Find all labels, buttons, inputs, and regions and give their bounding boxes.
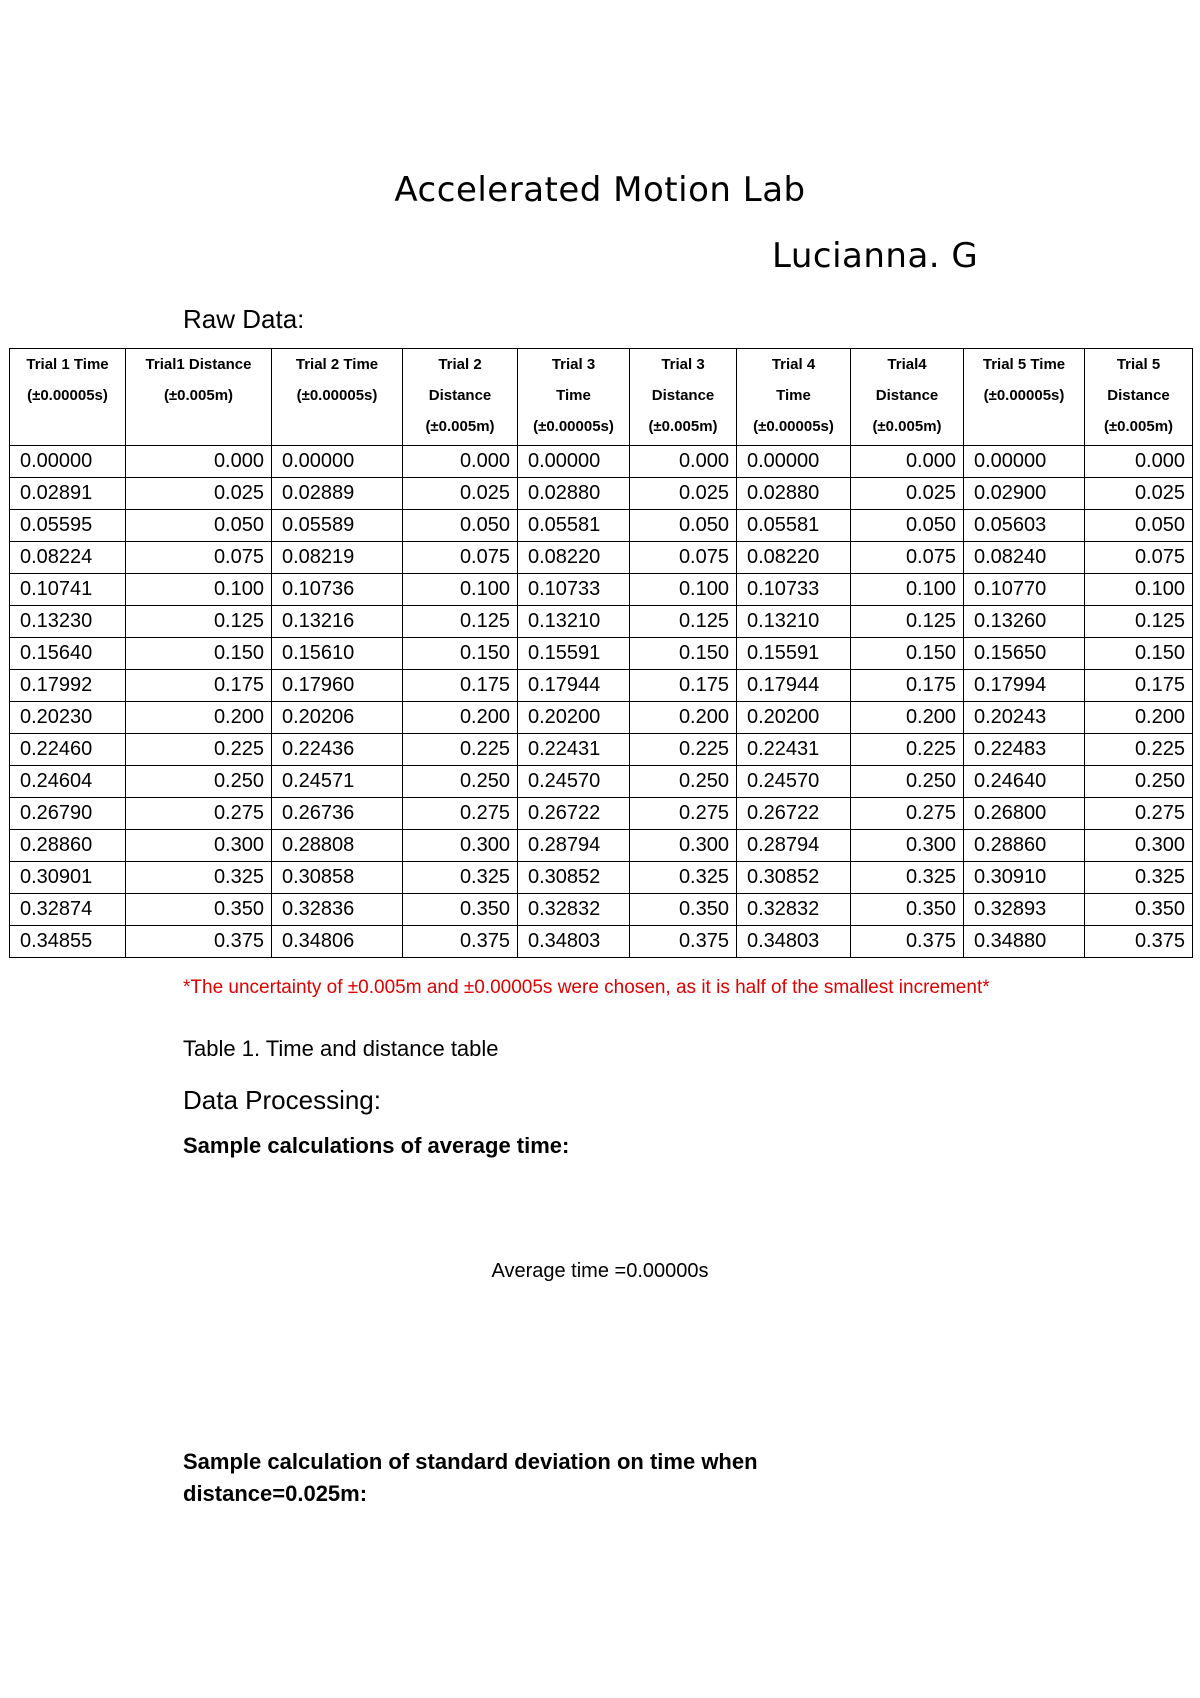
table-row [10,830,1193,862]
average-time-result: Average time =0.00000s [491,1260,709,1282]
time-cell: 0.30901 [10,862,126,894]
column-header-line: Trial 5 [1116,356,1161,373]
time-cell: 0.00000 [964,446,1085,478]
distance-cell: 0.350 [126,894,272,926]
distance-cell: 0.050 [1085,510,1193,542]
distance-cell: 0.300 [630,830,737,862]
time-cell: 0.30858 [272,862,403,894]
time-cell: 0.02900 [964,478,1085,510]
time-cell: 0.34803 [518,926,630,958]
distance-cell: 0.000 [630,446,737,478]
time-cell: 0.05595 [10,510,126,542]
distance-cell: 0.375 [851,926,964,958]
time-cell: 0.17960 [272,670,403,702]
distance-cell: 0.300 [851,830,964,862]
time-cell: 0.26736 [272,798,403,830]
time-cell: 0.10770 [964,574,1085,606]
time-cell: 0.02880 [518,478,630,510]
column-header-line: (±0.005m) [872,418,942,435]
time-cell: 0.20206 [272,702,403,734]
column-header-line: Time [556,387,591,404]
time-cell: 0.28808 [272,830,403,862]
time-cell: 0.22436 [272,734,403,766]
table-row [10,638,1193,670]
distance-cell: 0.125 [1085,606,1193,638]
column-header [272,349,403,446]
time-cell: 0.17944 [737,670,851,702]
distance-cell: 0.375 [630,926,737,958]
time-cell: 0.10736 [272,574,403,606]
column-header-line: Trial 1 Time [26,356,109,373]
time-cell: 0.08224 [10,542,126,574]
time-cell: 0.22431 [737,734,851,766]
distance-cell: 0.350 [403,894,518,926]
time-cell: 0.24571 [272,766,403,798]
time-cell: 0.34806 [272,926,403,958]
distance-cell: 0.150 [126,638,272,670]
raw-data-heading: Raw Data: [183,304,305,334]
column-header-line: (±0.00005s) [983,387,1065,404]
table-row [10,926,1193,958]
time-cell: 0.15610 [272,638,403,670]
time-cell: 0.10741 [10,574,126,606]
author-name: Lucianna. G [772,236,979,276]
column-header-line: Trial 2 [438,356,482,373]
distance-cell: 0.050 [126,510,272,542]
column-header-line: Trial 3 [551,356,596,373]
time-cell: 0.24604 [10,766,126,798]
time-cell: 0.28794 [737,830,851,862]
distance-cell: 0.250 [1085,766,1193,798]
distance-cell: 0.375 [126,926,272,958]
time-cell: 0.24570 [737,766,851,798]
column-header-line: (±0.00005s) [27,387,108,404]
time-cell: 0.32893 [964,894,1085,926]
distance-cell: 0.200 [851,702,964,734]
time-cell: 0.20243 [964,702,1085,734]
distance-cell: 0.025 [126,478,272,510]
distance-cell: 0.275 [403,798,518,830]
distance-cell: 0.175 [1085,670,1193,702]
table-header-row [10,349,1193,446]
table-row [10,734,1193,766]
distance-cell: 0.150 [851,638,964,670]
time-cell: 0.05581 [737,510,851,542]
distance-cell: 0.175 [126,670,272,702]
distance-cell: 0.275 [126,798,272,830]
distance-cell: 0.375 [403,926,518,958]
distance-cell: 0.050 [630,510,737,542]
table-row [10,670,1193,702]
time-cell: 0.05603 [964,510,1085,542]
time-cell: 0.34803 [737,926,851,958]
time-cell: 0.00000 [272,446,403,478]
distance-cell: 0.275 [1085,798,1193,830]
time-cell: 0.05581 [518,510,630,542]
time-cell: 0.30910 [964,862,1085,894]
table-row [10,766,1193,798]
time-cell: 0.32874 [10,894,126,926]
column-header-line: (±0.00005s) [753,418,834,435]
distance-cell: 0.275 [630,798,737,830]
distance-cell: 0.325 [126,862,272,894]
time-cell: 0.10733 [518,574,630,606]
time-cell: 0.20230 [10,702,126,734]
distance-cell: 0.125 [126,606,272,638]
distance-cell: 0.025 [851,478,964,510]
column-header [964,349,1085,446]
distance-cell: 0.075 [851,542,964,574]
column-header-line: Trial 3 [661,356,705,373]
distance-cell: 0.075 [1085,542,1193,574]
uncertainty-note: *The uncertainty of ±0.005m and ±0.00005s were chosen, as it is half of the smallest increment* [183,977,990,998]
time-cell: 0.15640 [10,638,126,670]
distance-cell: 0.200 [1085,702,1193,734]
time-cell: 0.15650 [964,638,1085,670]
time-cell: 0.26800 [964,798,1085,830]
distance-cell: 0.150 [630,638,737,670]
distance-cell: 0.100 [126,574,272,606]
distance-cell: 0.225 [1085,734,1193,766]
time-cell: 0.17944 [518,670,630,702]
data-processing-heading: Data Processing: [183,1085,381,1115]
column-header-line: (±0.00005s) [533,418,614,435]
distance-cell: 0.250 [630,766,737,798]
column-header [10,349,126,446]
time-cell: 0.02880 [737,478,851,510]
time-cell: 0.05589 [272,510,403,542]
time-cell: 0.17994 [964,670,1085,702]
time-cell: 0.13216 [272,606,403,638]
distance-cell: 0.000 [1085,446,1193,478]
time-cell: 0.00000 [518,446,630,478]
distance-cell: 0.225 [126,734,272,766]
distance-cell: 0.150 [403,638,518,670]
time-cell: 0.13210 [518,606,630,638]
column-header [518,349,630,446]
column-header-line: Trial 2 Time [295,356,379,373]
time-cell: 0.28794 [518,830,630,862]
distance-cell: 0.325 [403,862,518,894]
table-caption: Table 1. Time and distance table [183,1036,499,1061]
time-cell: 0.30852 [518,862,630,894]
time-cell: 0.32832 [737,894,851,926]
time-cell: 0.08220 [737,542,851,574]
column-header-line: Time [776,387,811,404]
distance-cell: 0.025 [403,478,518,510]
distance-cell: 0.250 [126,766,272,798]
table-row [10,542,1193,574]
distance-cell: 0.300 [1085,830,1193,862]
column-header-line: Distance [428,387,492,404]
table-row [10,894,1193,926]
time-distance-table [9,348,1193,958]
time-cell: 0.22431 [518,734,630,766]
time-cell: 0.20200 [737,702,851,734]
distance-cell: 0.000 [403,446,518,478]
table-row [10,702,1193,734]
distance-cell: 0.075 [126,542,272,574]
column-header-line: Trial1 Distance [145,356,252,373]
time-cell: 0.02889 [272,478,403,510]
column-header-line: (±0.005m) [425,418,495,435]
distance-cell: 0.225 [630,734,737,766]
distance-cell: 0.300 [403,830,518,862]
sample-average-heading: Sample calculations of average time: [183,1133,570,1158]
time-cell: 0.08220 [518,542,630,574]
distance-cell: 0.250 [403,766,518,798]
column-header-line: Trial4 [887,356,927,373]
column-header-line: (±0.005m) [648,418,718,435]
distance-cell: 0.000 [126,446,272,478]
sample-std-heading: Sample calculation of standard deviation on time when distance=0.025m: [183,1449,758,1506]
time-cell: 0.13260 [964,606,1085,638]
time-cell: 0.10733 [737,574,851,606]
time-cell: 0.22460 [10,734,126,766]
column-header [1085,349,1193,446]
distance-cell: 0.225 [851,734,964,766]
distance-cell: 0.025 [630,478,737,510]
distance-cell: 0.100 [630,574,737,606]
distance-cell: 0.325 [630,862,737,894]
distance-cell: 0.200 [630,702,737,734]
column-header [630,349,737,446]
column-header [851,349,964,446]
time-cell: 0.28860 [10,830,126,862]
table-body [10,446,1193,958]
distance-cell: 0.075 [630,542,737,574]
column-header-line: Distance [651,387,715,404]
column-header [737,349,851,446]
time-cell: 0.22483 [964,734,1085,766]
document-title: Accelerated Motion Lab [394,170,806,210]
time-cell: 0.24640 [964,766,1085,798]
time-cell: 0.20200 [518,702,630,734]
table-row [10,606,1193,638]
time-cell: 0.13230 [10,606,126,638]
column-header-line: Distance [875,387,939,404]
time-cell: 0.26722 [518,798,630,830]
distance-cell: 0.250 [851,766,964,798]
distance-cell: 0.100 [1085,574,1193,606]
column-header-line: Distance [1107,387,1170,404]
distance-cell: 0.300 [126,830,272,862]
time-cell: 0.15591 [518,638,630,670]
distance-cell: 0.350 [630,894,737,926]
time-cell: 0.00000 [737,446,851,478]
distance-cell: 0.075 [403,542,518,574]
distance-cell: 0.150 [1085,638,1193,670]
time-cell: 0.02891 [10,478,126,510]
distance-cell: 0.325 [1085,862,1193,894]
column-header [403,349,518,446]
distance-cell: 0.200 [126,702,272,734]
distance-cell: 0.100 [851,574,964,606]
table-row [10,574,1193,606]
column-header-line: Trial 4 [771,356,816,373]
column-header-line: (±0.00005s) [296,387,378,404]
column-header-line: (±0.005m) [163,387,234,404]
distance-cell: 0.350 [851,894,964,926]
time-cell: 0.13210 [737,606,851,638]
table-row [10,446,1193,478]
distance-cell: 0.175 [403,670,518,702]
time-cell: 0.24570 [518,766,630,798]
distance-cell: 0.050 [403,510,518,542]
distance-cell: 0.175 [851,670,964,702]
distance-cell: 0.100 [403,574,518,606]
time-cell: 0.08240 [964,542,1085,574]
distance-cell: 0.225 [403,734,518,766]
time-cell: 0.15591 [737,638,851,670]
table-row [10,510,1193,542]
column-header-line: Trial 5 Time [982,356,1066,373]
time-cell: 0.32836 [272,894,403,926]
table-row [10,478,1193,510]
distance-cell: 0.350 [1085,894,1193,926]
distance-cell: 0.125 [403,606,518,638]
distance-cell: 0.200 [403,702,518,734]
time-cell: 0.34855 [10,926,126,958]
time-cell: 0.32832 [518,894,630,926]
distance-cell: 0.175 [630,670,737,702]
time-cell: 0.08219 [272,542,403,574]
time-cell: 0.30852 [737,862,851,894]
distance-cell: 0.125 [630,606,737,638]
distance-cell: 0.275 [851,798,964,830]
time-cell: 0.26790 [10,798,126,830]
distance-cell: 0.025 [1085,478,1193,510]
distance-cell: 0.050 [851,510,964,542]
distance-cell: 0.125 [851,606,964,638]
table-row [10,862,1193,894]
distance-cell: 0.000 [851,446,964,478]
table-row [10,798,1193,830]
column-header [126,349,272,446]
column-header-line: (±0.005m) [1103,418,1174,435]
time-cell: 0.28860 [964,830,1085,862]
time-cell: 0.00000 [10,446,126,478]
time-cell: 0.26722 [737,798,851,830]
time-cell: 0.34880 [964,926,1085,958]
distance-cell: 0.325 [851,862,964,894]
time-cell: 0.17992 [10,670,126,702]
distance-cell: 0.375 [1085,926,1193,958]
